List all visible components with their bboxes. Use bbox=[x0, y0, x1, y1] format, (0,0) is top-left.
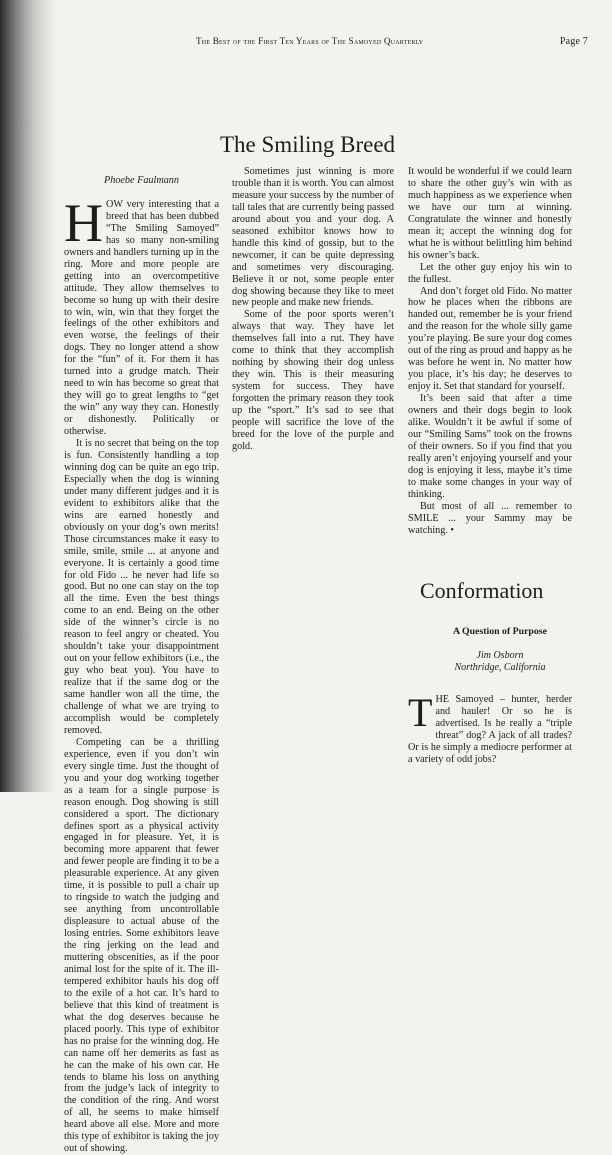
article-column-1 bbox=[64, 175, 219, 1155]
paragraph-4: Sometimes just winning is more trouble than it is worth. You can almost measure your success by the number of tall tales that are currently being passed around about you and your dog. A seasoned exhibitor knows how to handle this kind of gossip, but to the newcomer, it can be quite depressing and sometimes very discouraging. Believe it or not, some people enter dog showing because they like to meet new people and make new friends. bbox=[232, 166, 394, 309]
paragraph-3: Competing can be a thrilling experience, even if you don’t win every single time. Just the thought of you and your dog working together as a team for a single purpose is reason enough. Dog showing is still considered a sport. The dictionary defines sport as a physical activity engaged in for pleasure. Yet, it is becoming more apparent that fewer and fewer people are finding it to be a pleasurable experience. At any given time, it is possible to pull a chair up to ringside to watch the judging and see anything from uncontrollable displeasure to actual abuse of the losing entries. Some exhibitors leave the ring jerking on the lead and muttering obscenities, as if the poor animal lost for the spite of it. The ill-tempered exhibitor hauls his dog off to the exile of a hot car. It’s hard to believe that this kind of treatment is what the dog deserves because he placed poorly. This type of exhibitor has no praise for the winning dog. He can name off her demerits as fast as he can the make of his own car. He tends to blame his loss on anything from the judge’s lack of integrity to the condition of the ring. And worst of all, he seems to make himself heard above all else. More and more this type of exhibitor is taking the joy out of showing. bbox=[64, 736, 220, 1155]
paragraph-7: Let the other guy enjoy his win to the fullest. bbox=[408, 261, 572, 285]
paragraph-6: It would be wonderful if we could learn to share the other guy’s win with as much happiness as we experience when we have our turn at winning. Congratulate the winner and honestly mean it; accept the winning dog for what he is without belittling him behind his owner’s back. bbox=[408, 166, 572, 261]
second-article-byline bbox=[430, 650, 570, 674]
article-title: The Smiling Breed bbox=[220, 132, 396, 157]
article-column-3 bbox=[408, 166, 572, 537]
paragraph-5: Some of the poor sports weren’t always that way. They have let themselves fall into a rut. They have come to think that they accomplish nothing by showing their dog unless they win. This is their measuring system for success. They have forgotten the primary reason they took up the “sport.” It’s sad to see that people will sacrifice the love of the breed for the love of the purple and gold. bbox=[232, 309, 394, 452]
second-article-title: Conformation bbox=[420, 578, 544, 603]
article-column-2 bbox=[232, 166, 394, 453]
article-author: Phoebe Faulmann bbox=[104, 175, 179, 186]
second-article-subtitle: A Question of Purpose bbox=[453, 626, 547, 637]
second-article-author: Jim Osborn bbox=[476, 650, 524, 661]
paragraph-2: It is no secret that being on the top is fun. Consistently handling a top winning dog can be quite an ego trip. Especially when the dog is winning under many different judges and it is evident to exhibitors alike that the wins are earned honestly and obviously on your dog’s own merits! Those circumstances make it easy to smile, smile, smile ... at anyone and everyone. It is certainly a good time for old Fido ... he never had life so good. But no one can stay on the top all the time. Even the best things come to an end. Being on the other side of the winner’s circle is no reason to feel angry or cheated. You shouldn’t take your disappointment out on your fellow exhibitors (i.e., the guy who beat you). You have to realize that if the same dog or the same handler won all the time, the challenge of what we are trying to accomplish would be completely removed. bbox=[64, 438, 219, 736]
paragraph-9: It’s been said that after a time owners and their dogs begin to look alike. Wouldn’t it be awful if some of our “Smiling Sams” took on the frowns of their owners. So if you find that you really aren’t enjoying yourself and your dog is enjoying it less, maybe it’s time to make some changes in your way of thinking. bbox=[408, 393, 572, 500]
second-article-location: Northridge, California bbox=[454, 662, 546, 673]
paragraph-8: And don’t forget old Fido. No matter how he places when the ribbons are handed out, remember he is your friend and the reason for the whole silly game you’re playing. Be sure your dog comes out of the ring as proud and happy as he was before he went in. No matter how you place, it’s his day; he deserves to enjoy it. Set that standard for yourself. bbox=[408, 285, 572, 393]
binding-gutter-shadow bbox=[0, 0, 58, 792]
paragraph-1: HOW very interesting that a breed that has been dubbed “The Smiling Samoyed” has so many non-smiling owners and handlers turning up in the ring. More and more people are getting into an overcompetitive attitude. They allow themselves to become so hung up with their desire to win, win, win that they forget the feelings of the other exhibitors and even worse, the feelings of their dogs. They no longer attend a show for the “fun” of it. For them it has turned into a grudge match. Their need to win has become so great that they will go to great lengths to “get the win” any way they can. Honestly or dishonestly. Politically or otherwise. bbox=[64, 192, 219, 438]
second-article-opening: THE Samoyed – hunter, herder and hauler! Or so he is advertised. Is he really a “triple threat” dog? A jack of all trades? Or is he simply a mediocre performer at a variety of odd jobs? bbox=[408, 690, 572, 765]
second-drop-cap: T bbox=[408, 690, 433, 735]
page-number: Page 7 bbox=[559, 36, 588, 47]
running-title: The Best of the First Ten Years of The Samoyed Quarterly bbox=[196, 36, 424, 46]
second-article-body bbox=[408, 690, 572, 766]
paragraph-10: But most of all ... remember to SMILE ... your Sammy may be watching. • bbox=[408, 500, 572, 536]
drop-cap: H bbox=[64, 192, 103, 253]
